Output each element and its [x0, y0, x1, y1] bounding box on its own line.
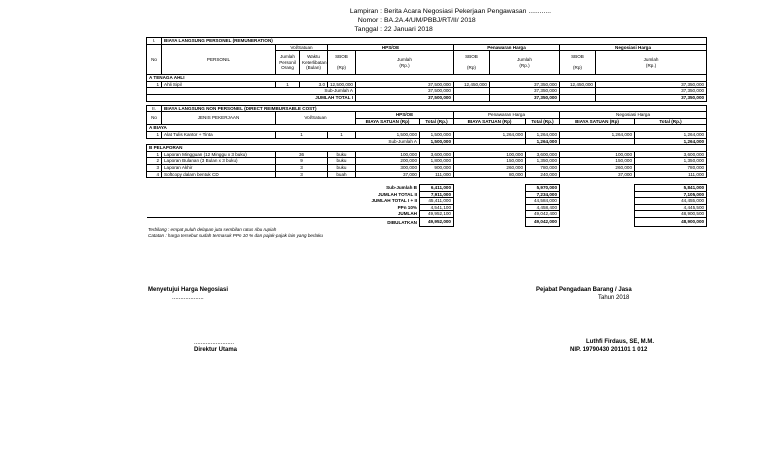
summary-pen: 5,970,000	[526, 185, 560, 192]
s2-subtotal-a-hps: 1,500,000	[420, 138, 454, 145]
summary-pen: 4,458,400	[526, 204, 560, 211]
s1-row-personil: 1	[276, 81, 300, 88]
s2-group-b: B PELAPORAN	[147, 145, 707, 152]
s2-subtotal-a-label: Sub-Jumlah A	[147, 138, 420, 145]
left-signature-dots: ........................	[194, 340, 235, 346]
s1-row-neg-jumlah: 37,350,000	[596, 81, 707, 88]
s2-col-hps-satuan: BIAYA SATUAN (Rp)	[356, 118, 420, 125]
s2-col-jenis: JENIS PEKERJAAN	[162, 112, 276, 125]
s1-col-volsatuan: Vol/Satuan	[276, 44, 328, 51]
s2a-row-vol: 1	[276, 131, 328, 138]
table-row	[147, 81, 707, 88]
table-row	[147, 158, 707, 165]
summary-label: DIBULATKAN	[147, 218, 420, 227]
s1-col-no: No	[147, 44, 162, 75]
summary-pen: 44,584,000	[526, 198, 560, 205]
tanggal-value: 22 Januari 2018	[384, 26, 433, 33]
summary-hps: 49,952,000	[420, 218, 454, 227]
s2b-row-neg-tot: 111,000	[635, 171, 707, 178]
s2b-row-hps-tot: 900,000	[420, 164, 454, 171]
s2a-row-neg-tot: 1,264,000	[635, 131, 707, 138]
s1-row-name: Ahli Sipil	[162, 81, 276, 88]
summary-hps: 4,541,100	[420, 204, 454, 211]
s1-col-waktu: Waktu Keterlibatan (Bulan)	[300, 51, 328, 75]
section2-roman: II.	[147, 105, 162, 112]
table-row	[147, 131, 707, 138]
s1-col-negosiasi: Negosiasi Harga	[560, 44, 707, 51]
s2b-row-pen-sat: 150,000	[454, 158, 526, 165]
s1-subtotal-label: Sub-Jumlah A	[147, 88, 356, 95]
summary-label: JUMLAH	[397, 211, 417, 217]
s1-row-no: 1	[147, 81, 162, 88]
s2-subtotal-a-pen: 1,264,000	[526, 138, 560, 145]
left-signature-title: Menyetujui Harga Negosiasi	[148, 287, 229, 293]
s2-col-penawaran: Penawaran Harga	[454, 112, 560, 119]
s2b-row-neg-tot: 780,000	[635, 164, 707, 171]
s2b-row-sat: buku	[328, 151, 356, 158]
s2b-row-vol: 3	[276, 171, 328, 178]
s2b-row-hps-sat: 37,000	[356, 171, 420, 178]
s2b-row-pen-tot: 240,000	[526, 171, 560, 178]
s2b-row-vol: 3	[276, 164, 328, 171]
s1-col-personil: PERSONIL	[162, 44, 276, 75]
summary-label: JUMLAH TOTAL I + II	[371, 198, 417, 204]
s2a-row-pen-tot: 1,264,000	[526, 131, 560, 138]
right-signature-title: Pejabat Pengadaan Barang / Jasa	[536, 287, 632, 293]
left-signature-sub: ...................	[172, 295, 204, 301]
s1-row-hps-sbob: 12,500,000	[328, 81, 356, 88]
s2b-row-hps-sat: 300,000	[356, 164, 420, 171]
s1-total-hps: 37,500,000	[356, 94, 454, 101]
s2a-row-pen-sat: 1,264,000	[454, 131, 526, 138]
s2b-row-hps-sat: 100,000	[356, 151, 420, 158]
s2-col-no: No	[147, 112, 162, 125]
s2-col-negosiasi: Negosiasi Harga	[560, 112, 707, 119]
s1-group-a: A TENAGA AHLI	[147, 75, 707, 82]
s2a-row-hps-tot: 1,500,000	[420, 131, 454, 138]
s2b-row-neg-sat: 260,000	[560, 164, 635, 171]
summary-neg: 4,445,500	[635, 204, 707, 211]
section1-title: BIAYA LANGSUNG PERSONEL (REMUNERATION)	[162, 38, 707, 45]
s2b-row-pen-sat: 80,000	[454, 171, 526, 178]
s2-col-hps-total: Total (Rp.)	[420, 118, 454, 125]
lampiran-value: Berita Acara Negosiasi Pekerjaan Pengawasan ............	[384, 8, 551, 15]
right-signature-name: Luthfi Firdaus, SE, M.M.	[586, 339, 654, 345]
s2b-row-pen-tot: 1,350,000	[526, 158, 560, 165]
summary-pen: 49,042,000	[526, 218, 560, 227]
summary-hps: 49,952,100	[420, 211, 454, 218]
s2b-row-hps-tot: 111,000	[420, 171, 454, 178]
s2-subtotal-a-neg: 1,264,000	[635, 138, 707, 145]
s2a-row-neg-sat: 1,264,000	[560, 131, 635, 138]
s1-row-pen-jumlah: 37,350,000	[490, 81, 560, 88]
summary-hps: 6,411,000	[420, 185, 454, 192]
nomor-value: BA.2A.4/UM/PBBJ/RT/II/ 2018	[384, 17, 476, 24]
s2-col-pen-satuan: BIAYA SATUAN (Rp)	[454, 118, 526, 125]
summary-pen: 49,042,400	[526, 211, 560, 218]
s2b-row-hps-sat: 200,000	[356, 158, 420, 165]
s1-row-pen-sbob: 12,450,000	[454, 81, 490, 88]
s2b-row-sat: buku	[328, 164, 356, 171]
s2-col-neg-satuan: BIAYA SATUAN (Rp)	[560, 118, 635, 125]
negotiation-table	[146, 37, 707, 227]
s1-subtotal-hps: 37,500,000	[356, 88, 454, 95]
summary-neg: 48,900,500	[635, 211, 707, 218]
summary-hps: 7,911,000	[420, 191, 454, 198]
s1-total-pen: 37,350,000	[490, 94, 560, 101]
s2b-row-pen-sat: 260,000	[454, 164, 526, 171]
s2b-row-pen-sat: 100,000	[454, 151, 526, 158]
right-signature-nip: NIP. 19790430 201101 1 012	[570, 347, 648, 353]
s1-row-neg-sbob: 12,450,000	[560, 81, 596, 88]
s1-total-neg: 37,350,000	[596, 94, 707, 101]
s1-col-pen-jumlah: Jumlah (Rp.)	[490, 51, 560, 75]
s2-col-neg-total: Total (Rp.)	[635, 118, 707, 125]
tanggal-label: Tanggal :	[354, 26, 382, 33]
nomor-label: Nomor :	[357, 17, 382, 24]
summary-pen: 7,234,000	[526, 191, 560, 198]
s2b-row-name: Laporan Mingguan (12 Minggu x 3 buku)	[162, 151, 276, 158]
lampiran-label: Lampiran :	[349, 8, 382, 15]
terbilang: Terbilang : empat puluh delapan juta sembilan ratus ribu rupiah	[148, 227, 277, 233]
s1-col-penawaran: Penawaran Harga	[454, 44, 560, 51]
cost-sheet	[146, 37, 705, 238]
s2b-row-no: 3	[147, 164, 162, 171]
summary-neg: 7,105,000	[635, 191, 707, 198]
s2b-row-sat: buah	[328, 171, 356, 178]
s1-col-hps: HPS/OE	[328, 44, 454, 51]
summary-neg: 44,455,000	[635, 198, 707, 205]
s2b-row-pen-tot: 780,000	[526, 164, 560, 171]
s2b-row-vol: 9	[276, 158, 328, 165]
table-row	[147, 151, 707, 158]
table-row	[147, 171, 707, 178]
s2-col-pen-total: Total (Rp.)	[526, 118, 560, 125]
s2b-row-pen-tot: 3,600,000	[526, 151, 560, 158]
s2b-row-neg-tot: 1,350,000	[635, 158, 707, 165]
s2b-row-name: Laporan Akhir	[162, 164, 276, 171]
s2b-row-neg-sat: 37,000	[560, 171, 635, 178]
s1-col-neg-sbob: SBOB (Rp)	[560, 51, 596, 75]
s2b-row-neg-sat: 100,000	[560, 151, 635, 158]
summary-neg: 5,841,000	[635, 185, 707, 192]
left-signature-role: Direktur Utama	[194, 347, 238, 353]
s2b-row-sat: buku	[328, 158, 356, 165]
summary-neg: 48,900,000	[635, 218, 707, 227]
s1-subtotal-pen: 37,350,000	[490, 88, 560, 95]
s2b-row-hps-tot: 1,800,000	[420, 158, 454, 165]
s2a-row-hps-sat: 1,500,000	[356, 131, 420, 138]
summary-label: PPn 10%	[397, 204, 417, 210]
s1-col-pen-sbob: SBOB (Rp)	[454, 51, 490, 75]
summary-label: Sub-Jumlah B	[386, 185, 417, 191]
s1-col-jumlah-personil: Jumlah Personil Orang	[276, 51, 300, 75]
s1-total-label: JUMLAH TOTAL I	[147, 94, 356, 101]
s2b-row-no: 4	[147, 171, 162, 178]
s2b-row-name: Laporan Bulanan (3 Bulan x 3 buku)	[162, 158, 276, 165]
s2a-row-no: 1	[147, 131, 162, 138]
s2b-row-no: 1	[147, 151, 162, 158]
section2-title: BIAYA LANGSUNG NON PERSONEL (DIRECT REIMBURSABLE COST)	[162, 105, 707, 112]
s1-col-neg-jumlah: Jumlah (Rp.)	[596, 51, 707, 75]
summary-label: JUMLAH TOTAL II	[377, 191, 417, 197]
s2a-row-sat: 1	[328, 131, 356, 138]
s1-col-hps-sbob: SBOB (Rp)	[328, 51, 356, 75]
s1-row-hps-jumlah: 37,500,000	[356, 81, 454, 88]
s2b-row-name: Softcopy dalam bentuk CD	[162, 171, 276, 178]
s1-subtotal-neg: 37,350,000	[596, 88, 707, 95]
s2-col-hps: HPS/OE	[356, 112, 454, 119]
s1-col-hps-jumlah: Jumlah (Rp.)	[356, 51, 454, 75]
s2-col-volsatuan: Vol/Satuan	[276, 112, 356, 125]
summary-hps: 45,411,000	[420, 198, 454, 205]
table-row	[147, 164, 707, 171]
s2a-row-name: Alat Tulis Kantor + Tinta	[162, 131, 276, 138]
right-signature-sub: Tahun 2018	[598, 295, 630, 301]
s2-group-a: A BIAYA	[147, 125, 707, 132]
document-header	[300, 7, 551, 34]
s2b-row-neg-tot: 3,600,000	[635, 151, 707, 158]
s2b-row-no: 2	[147, 158, 162, 165]
section1-roman: I.	[147, 38, 162, 45]
catatan: Catatan : harga tersebut sudah termasuk PPn 10 % dan pajak-pajak lain yang berlaku	[148, 232, 323, 238]
s2b-row-hps-tot: 3,600,000	[420, 151, 454, 158]
s1-row-waktu: 3.0	[300, 81, 328, 88]
s2b-row-vol: 36	[276, 151, 328, 158]
s2b-row-neg-sat: 150,000	[560, 158, 635, 165]
